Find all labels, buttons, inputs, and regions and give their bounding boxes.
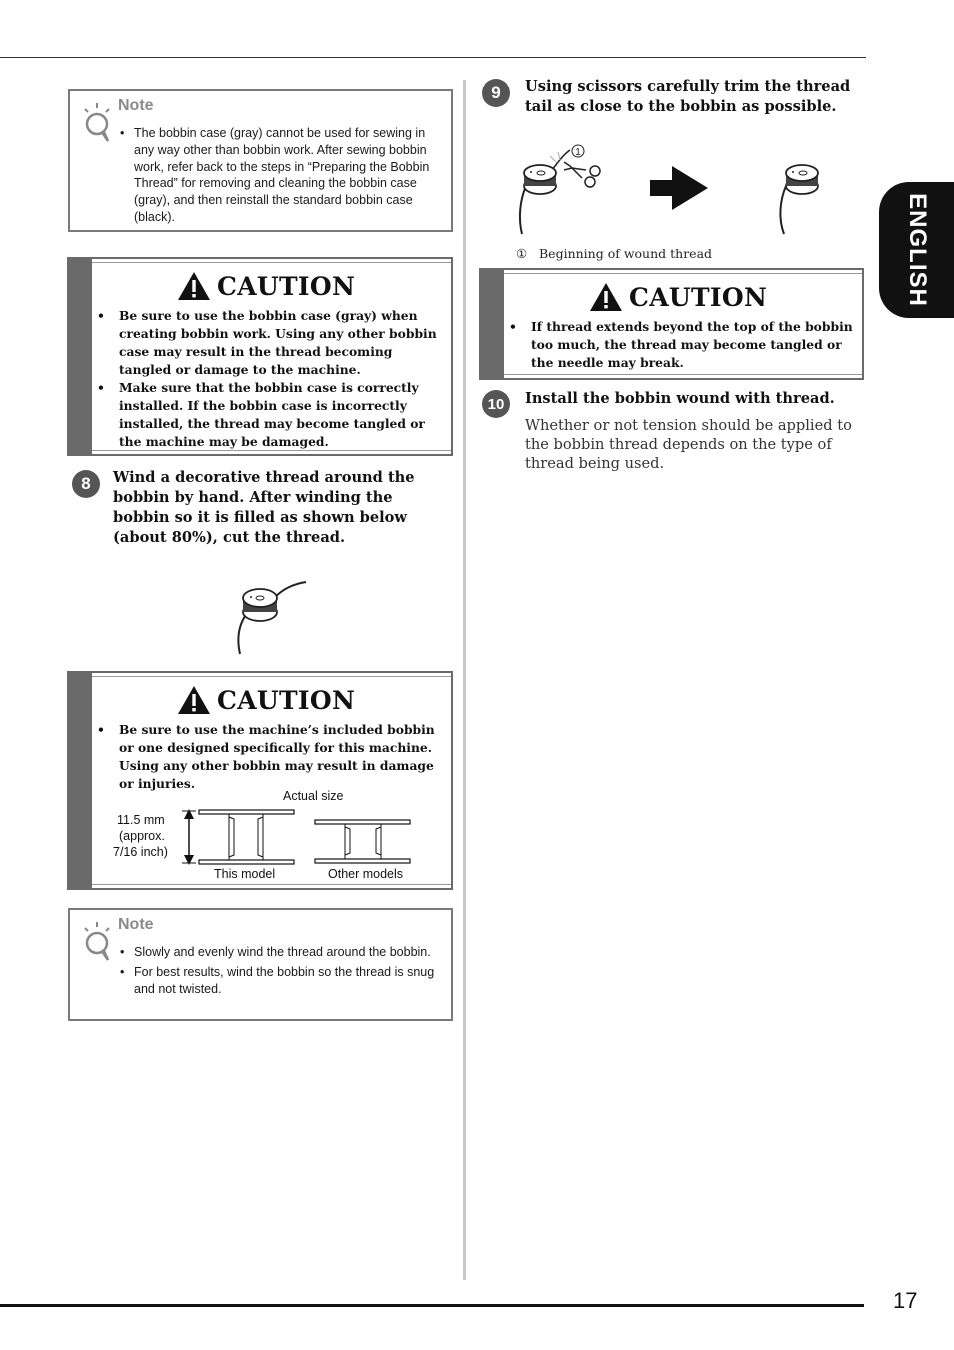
top-rule — [0, 57, 866, 58]
this-model-label: This model — [214, 867, 276, 881]
caution-header — [177, 685, 355, 715]
step-8-badge: 8 — [72, 470, 100, 498]
dimension-label-line2: (approx. — [119, 829, 165, 843]
caution-side-bar — [69, 673, 92, 888]
trim-thread-illustration — [512, 140, 842, 240]
note-list — [120, 125, 445, 229]
caution-box-3 — [479, 268, 864, 380]
caution-box-1 — [67, 257, 453, 456]
warning-triangle-icon — [589, 282, 623, 312]
caution-header — [589, 282, 767, 312]
caution-title: CAUTION — [217, 685, 356, 715]
bobbin-size-diagram — [179, 807, 419, 867]
caution-item: • If thread extends beyond the top of the bobbin too much, the thread may become tangled or the needle may break. — [509, 318, 854, 372]
figure-caption: Beginning of wound thread — [539, 246, 713, 261]
bottom-rule — [0, 1304, 864, 1307]
note-box-2 — [68, 908, 453, 1021]
caution-item: • Make sure that the bobbin case is correctly installed. If the bobbin case is incorrectly installed, the thread may become tangled or the machine may be damaged. — [97, 379, 443, 451]
caution-header — [177, 271, 355, 301]
note-item: • Slowly and evenly wind the thread around the bobbin. — [120, 944, 445, 961]
warning-triangle-icon — [177, 685, 211, 715]
lightbulb-note-icon — [80, 918, 114, 964]
step-9-badge: 9 — [482, 79, 510, 107]
note-title: Note — [118, 97, 154, 114]
caution-side-bar — [69, 259, 92, 454]
caution-title: CAUTION — [217, 271, 356, 301]
actual-size-label: Actual size — [283, 789, 344, 803]
dimension-label-line1: 11.5 mm — [117, 813, 165, 827]
caution-title: CAUTION — [629, 282, 768, 312]
figure-caption-number: ① — [516, 246, 528, 261]
step-8-text: Wind a decorative thread around the bobbin by hand. After winding the bobbin so it is filled as shown below (about 80%), cut the thread. — [113, 469, 415, 546]
note-box-1 — [68, 89, 453, 232]
note-list — [120, 944, 445, 1000]
column-divider — [463, 80, 466, 1280]
note-title: Note — [118, 916, 154, 933]
step-10-text: Install the bobbin wound with thread. — [525, 390, 835, 407]
step-10-body: Whether or not tension should be applied to the bobbin thread depends on the type of thread being used. — [525, 417, 852, 472]
caution-side-bar — [481, 270, 504, 378]
caution-list — [97, 721, 445, 793]
step-10-badge: 10 — [482, 390, 510, 418]
warning-triangle-icon — [177, 271, 211, 301]
caution-list — [97, 307, 443, 451]
language-tab[interactable] — [879, 182, 954, 318]
callout-number: 1 — [575, 147, 581, 158]
wound-bobbin-illustration — [232, 576, 312, 658]
caution-box-2 — [67, 671, 453, 890]
page-number: 17 — [893, 1288, 918, 1313]
language-tab-label: ENGLISH — [903, 193, 931, 307]
dimension-label-line3: 7/16 inch) — [113, 845, 168, 859]
caution-list — [509, 318, 854, 372]
note-item: • For best results, wind the bobbin so the thread is snug and not twisted. — [120, 964, 445, 998]
other-models-label: Other models — [328, 867, 404, 881]
caution-item: • Be sure to use the machine’s included bobbin or one designed specifically for this machine. Using any other bobbin may result in damage or injuries. — [97, 721, 445, 793]
lightbulb-note-icon — [80, 99, 114, 145]
step-9-text: Using scissors carefully trim the thread tail as close to the bobbin as possible. — [525, 78, 851, 115]
caution-item: • Be sure to use the bobbin case (gray) when creating bobbin work. Using any other bobbin case may result in the thread becoming tangled or damage to the machine. — [97, 307, 443, 379]
note-item: • The bobbin case (gray) cannot be used for sewing in any way other than bobbin work. After sewing bobbin work, refer back to the steps in “Preparing the Bobbin Thread” for removing and cleaning the bobbin case (gray), and then reinstall the standard bobbin case (black). — [120, 125, 445, 226]
